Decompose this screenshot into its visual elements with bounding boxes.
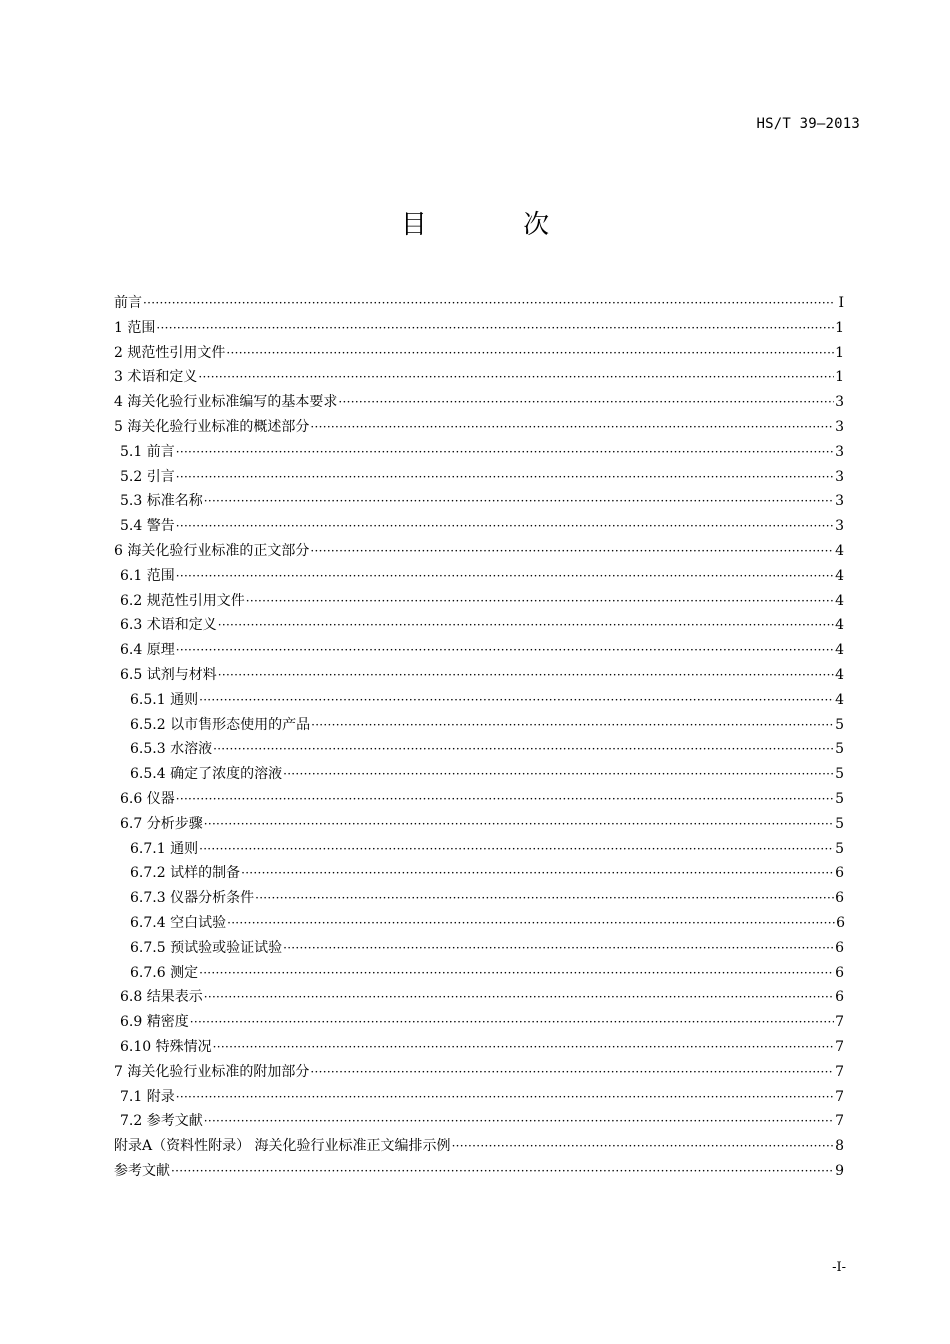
toc-entry-label: 7.1 附录 — [120, 1088, 175, 1105]
toc-entry-page: 4 — [835, 642, 844, 659]
toc-entry[interactable] — [114, 1134, 844, 1159]
toc-entry-page: 6 — [835, 865, 844, 882]
toc-entry[interactable] — [114, 861, 844, 886]
toc-entry[interactable] — [114, 1010, 844, 1035]
toc-entry-label: 4 海关化验行业标准编写的基本要求 — [114, 394, 338, 411]
toc-entry-label: 6.7.2 试样的制备 — [130, 865, 241, 882]
toc-entry-label: 参考文献 — [114, 1162, 170, 1179]
toc-entry-label: 5.2 引言 — [120, 468, 175, 485]
toc-entry[interactable] — [114, 1035, 844, 1060]
toc-entry-label: 1 范围 — [114, 319, 156, 336]
toc-entry[interactable] — [114, 465, 844, 490]
toc-entry-page: 6 — [835, 964, 844, 981]
toc-entry-page: 3 — [835, 443, 844, 460]
toc-leader-dots — [311, 713, 834, 738]
toc-entry-page: 5 — [835, 840, 844, 857]
toc-entry-label: 6.6 仪器 — [120, 790, 175, 807]
toc-leader-dots — [198, 365, 834, 390]
toc-leader-dots — [241, 861, 834, 886]
toc-entry[interactable] — [114, 291, 844, 316]
toc-leader-dots — [176, 514, 834, 539]
toc-entry[interactable] — [114, 762, 844, 787]
toc-entry-label: 2 规范性引用文件 — [114, 344, 226, 361]
toc-entry-label: 6 海关化验行业标准的正文部分 — [114, 542, 310, 559]
toc-entry-label: 5 海关化验行业标准的概述部分 — [114, 418, 310, 435]
toc-entry[interactable] — [114, 514, 844, 539]
toc-entry[interactable] — [114, 886, 844, 911]
toc-entry[interactable] — [114, 415, 844, 440]
toc-leader-dots — [452, 1134, 834, 1159]
toc-leader-dots — [190, 1010, 834, 1035]
toc-entry-page: 3 — [835, 493, 844, 510]
toc-entry[interactable] — [114, 1060, 844, 1085]
toc-leader-dots — [176, 638, 834, 663]
toc-entry[interactable] — [114, 638, 844, 663]
toc-entry-label: 3 术语和定义 — [114, 369, 198, 386]
toc-entry[interactable] — [114, 539, 844, 564]
toc-entry-page: 1 — [835, 319, 844, 336]
toc-entry[interactable] — [114, 787, 844, 812]
toc-entry-page: 6 — [835, 939, 844, 956]
toc-entry[interactable] — [114, 713, 844, 738]
toc-entry[interactable] — [114, 985, 844, 1010]
toc-entry-page: 4 — [835, 567, 844, 584]
toc-entry[interactable] — [114, 489, 844, 514]
toc-entry-page: 5 — [835, 716, 844, 733]
toc-entry-page: 4 — [835, 592, 844, 609]
page-number: -I- — [832, 1260, 846, 1275]
toc-entry-label: 6.7.1 通则 — [130, 840, 199, 857]
toc-entry-page: 7 — [835, 1038, 844, 1055]
toc-entry-page: 3 — [835, 418, 844, 435]
toc-leader-dots — [227, 911, 835, 936]
toc-entry-page: 5 — [835, 815, 844, 832]
toc-entry-page: 4 — [835, 691, 844, 708]
toc-entry-page: 6 — [835, 890, 844, 907]
toc-entry-label: 5.4 警告 — [120, 518, 175, 535]
toc-entry-label: 6.7.4 空白试验 — [130, 914, 227, 931]
toc-entry-page: 7 — [835, 1014, 844, 1031]
toc-entry[interactable] — [114, 564, 844, 589]
toc-leader-dots — [283, 936, 834, 961]
toc-leader-dots — [213, 1035, 834, 1060]
toc-entry[interactable] — [114, 440, 844, 465]
toc-leader-dots — [204, 489, 834, 514]
toc-entry[interactable] — [114, 613, 844, 638]
toc-leader-dots — [310, 539, 834, 564]
toc-leader-dots — [310, 1060, 834, 1085]
page-title: 目 次 — [400, 210, 594, 240]
toc-leader-dots — [218, 663, 834, 688]
toc-entry[interactable] — [114, 961, 844, 986]
toc-leader-dots — [204, 985, 834, 1010]
toc-entry-label: 6.3 术语和定义 — [120, 617, 217, 634]
toc-leader-dots — [176, 787, 834, 812]
toc-leader-dots — [310, 415, 834, 440]
toc-entry-page: 6 — [835, 989, 844, 1006]
toc-leader-dots — [176, 465, 834, 490]
toc-entry[interactable] — [114, 812, 844, 837]
toc-entry-page: 1 — [835, 344, 844, 361]
toc-entry-label: 6.5.3 水溶液 — [130, 741, 213, 758]
toc-entry[interactable] — [114, 936, 844, 961]
toc-entry-label: 7 海关化验行业标准的附加部分 — [114, 1063, 310, 1080]
toc-entry-label: 6.5.4 确定了浓度的溶液 — [130, 766, 283, 783]
toc-entry-label: 6.7.5 预试验或验证试验 — [130, 939, 283, 956]
toc-leader-dots — [143, 291, 834, 316]
toc-entry-page: 3 — [835, 394, 844, 411]
toc-entry-label: 6.9 精密度 — [120, 1014, 189, 1031]
toc-entry-page: 4 — [835, 542, 844, 559]
toc-entry-label: 6.5 试剂与材料 — [120, 666, 217, 683]
toc-entry-label: 附录A（资料性附录） 海关化验行业标准正文编排示例 — [114, 1138, 451, 1155]
toc-entry-label: 6.5.1 通则 — [130, 691, 199, 708]
toc-entry-page: I — [838, 295, 844, 311]
toc-entry[interactable] — [114, 390, 844, 415]
toc-leader-dots — [176, 440, 834, 465]
toc-entry-label: 6.7.6 测定 — [130, 964, 199, 981]
toc-entry-page: 8 — [835, 1138, 844, 1155]
toc-entry-page: 1 — [835, 369, 844, 386]
toc-leader-dots — [204, 1109, 834, 1134]
toc-entry-label: 前言 — [114, 295, 142, 311]
toc-leader-dots — [199, 837, 834, 862]
toc-entry-label: 6.8 结果表示 — [120, 989, 203, 1006]
toc-leader-dots — [204, 812, 834, 837]
toc-entry[interactable] — [114, 316, 844, 341]
toc-entry-label: 6.2 规范性引用文件 — [120, 592, 245, 609]
toc-entry-label: 5.3 标准名称 — [120, 493, 203, 510]
toc-entry[interactable] — [114, 341, 844, 366]
toc-entry-label: 7.2 参考文献 — [120, 1113, 203, 1130]
toc-leader-dots — [283, 762, 834, 787]
toc-leader-dots — [199, 961, 834, 986]
toc-entry-page: 5 — [835, 741, 844, 758]
toc-leader-dots — [213, 737, 834, 762]
toc-entry[interactable] — [114, 737, 844, 762]
toc-leader-dots — [338, 390, 834, 415]
toc-entry[interactable] — [114, 911, 845, 936]
toc-entry-label: 5.1 前言 — [120, 443, 175, 460]
toc-entry[interactable] — [114, 663, 844, 688]
toc-leader-dots — [171, 1159, 834, 1184]
toc-entry[interactable] — [114, 589, 844, 614]
toc-entry-label: 6.4 原理 — [120, 642, 175, 659]
toc-entry-label: 6.7 分析步骤 — [120, 815, 203, 832]
toc-entry-page: 6 — [836, 914, 845, 931]
toc-entry-page: 5 — [835, 790, 844, 807]
toc-entry-page: 7 — [835, 1113, 844, 1130]
toc-leader-dots — [199, 688, 834, 713]
toc-entry-page: 7 — [835, 1063, 844, 1080]
standard-code: HS/T 39—2013 — [756, 116, 860, 132]
toc-entry-page: 5 — [835, 766, 844, 783]
toc-entry-page: 7 — [835, 1088, 844, 1105]
toc-entry[interactable] — [114, 1085, 844, 1110]
toc-leader-dots — [156, 316, 834, 341]
toc-entry-page: 9 — [835, 1162, 844, 1179]
toc-entry-label: 6.5.2 以市售形态使用的产品 — [130, 716, 311, 733]
toc-entry-page: 3 — [835, 468, 844, 485]
toc-leader-dots — [218, 613, 834, 638]
toc-entry-page: 4 — [835, 617, 844, 634]
table-of-contents — [114, 291, 844, 1184]
toc-entry-label: 6.7.3 仪器分析条件 — [130, 890, 255, 907]
toc-entry[interactable] — [114, 1109, 844, 1134]
toc-entry-page: 4 — [835, 666, 844, 683]
toc-leader-dots — [226, 341, 834, 366]
toc-leader-dots — [246, 589, 834, 614]
toc-entry[interactable] — [114, 365, 844, 390]
toc-entry-label: 6.10 特殊情况 — [120, 1038, 212, 1055]
toc-entry[interactable] — [114, 837, 844, 862]
toc-entry[interactable] — [114, 688, 844, 713]
toc-leader-dots — [176, 1085, 834, 1110]
toc-entry-label: 6.1 范围 — [120, 567, 175, 584]
toc-entry-page: 3 — [835, 518, 844, 535]
toc-leader-dots — [176, 564, 834, 589]
toc-entry[interactable] — [114, 1159, 844, 1184]
toc-leader-dots — [255, 886, 834, 911]
